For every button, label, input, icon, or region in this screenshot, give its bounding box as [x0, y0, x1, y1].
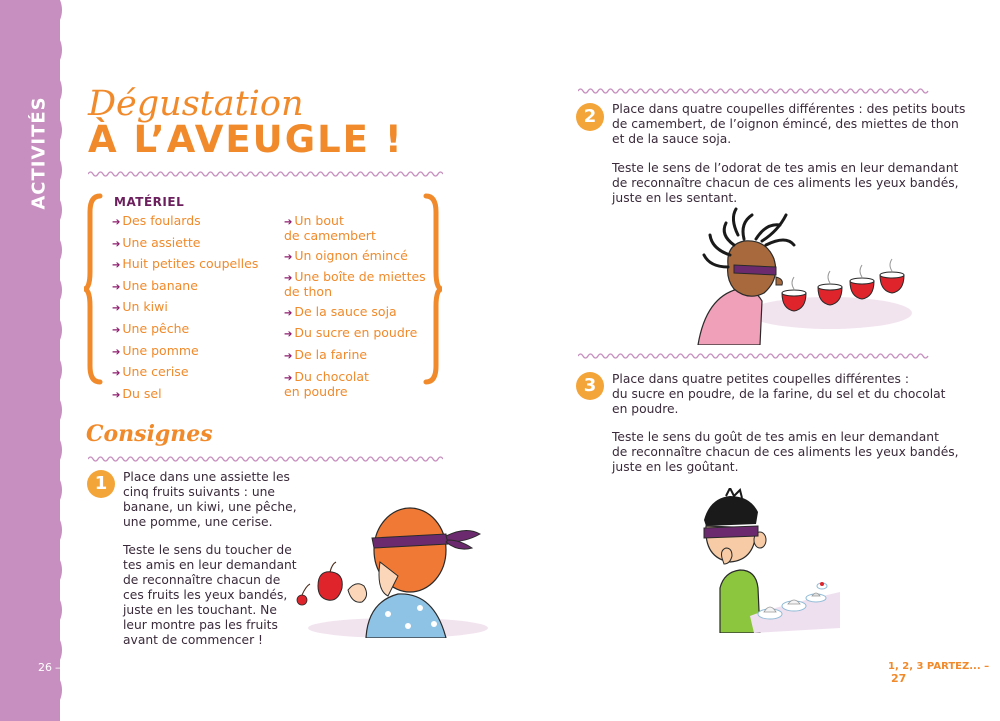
consignes-title: Consignes	[86, 421, 213, 447]
wavy-divider	[578, 87, 930, 95]
wavy-divider	[578, 352, 930, 360]
list-item: ➔ Une banane	[112, 277, 198, 293]
arrow-icon: ➔	[112, 217, 121, 228]
list-item: ➔ Un oignon émincé	[284, 247, 408, 263]
materials-box	[82, 192, 446, 401]
wavy-divider	[88, 455, 443, 463]
step-3-instructions: Place dans quatre petites coupelles différentes : du sucre en poudre, de la farine, du sel et du chocolat en poudre.	[612, 372, 946, 416]
arrow-icon: ➔	[284, 307, 293, 319]
step-1-test: Teste le sens du toucher de tes amis en leur demandant de reconnaître chacun de ces fruits les yeux bandés, juste en les touchant. Ne leur montre pas les fruits avant de commencer !	[123, 543, 297, 647]
materials-heading: MATÉRIEL	[114, 195, 185, 209]
list-item: ➔ De la farine	[284, 346, 368, 362]
step-number-badge: 2	[576, 103, 604, 131]
arrow-icon: ➔	[284, 350, 293, 362]
arrow-icon: ➔	[284, 329, 293, 341]
wavy-divider	[88, 170, 443, 178]
materials-list-1	[112, 214, 258, 408]
arrow-icon: ➔	[284, 217, 293, 228]
book-title: 1, 2, 3 PARTEZ...	[888, 661, 981, 672]
step-number-badge: 1	[87, 470, 115, 498]
list-item: ➔ De la sauce soja	[284, 303, 397, 319]
section-tab	[24, 95, 54, 210]
arrow-icon: ➔	[112, 368, 121, 380]
list-item: ➔ Un bout de camembert	[284, 213, 376, 243]
arrow-icon: ➔	[112, 238, 121, 250]
step-number-badge: 3	[576, 372, 604, 400]
list-item: ➔ Des foulards	[112, 213, 201, 228]
arrow-icon: ➔	[112, 346, 121, 358]
arrow-icon: ➔	[112, 389, 121, 401]
arrow-icon: ➔	[284, 273, 293, 285]
title-line-2: À L’AVEUGLE !	[88, 118, 404, 161]
list-item: ➔ Du chocolat en poudre	[284, 368, 369, 399]
arrow-icon: ➔	[112, 281, 121, 293]
page-footer-right: 1, 2, 3 PARTEZ... – 27	[888, 661, 990, 685]
arrow-icon: ➔	[284, 372, 293, 384]
step-3-test: Teste le sens du goût de tes amis en leur demandant de reconnaître chacun de ces aliments les yeux bandés, juste en les goûtant.	[612, 430, 959, 474]
step-2-instructions: Place dans quatre coupelles différentes : des petits bouts de camembert, de l’oignon émincé, des miettes de thon et de la sauce soja.	[612, 102, 966, 146]
arrow-icon: ➔	[112, 324, 121, 336]
arrow-icon: ➔	[284, 251, 293, 263]
list-item: ➔ Une assiette	[112, 234, 201, 250]
left-brace-icon	[82, 192, 104, 386]
arrow-icon: ➔	[112, 260, 121, 272]
materials-list-2	[284, 214, 426, 404]
boy-tasting-illustration	[690, 488, 840, 633]
section-label: ACTIVITÉS	[28, 95, 50, 210]
step-1-instructions: Place dans une assiette les cinq fruits suivants : une banane, un kiwi, une pêche, une pomme, une cerise.	[123, 470, 297, 529]
step-2-test: Teste le sens de l’odorat de tes amis en leur demandant de reconnaître chacun de ces aliments les yeux bandés, juste en les sentant.	[612, 161, 959, 205]
girl-touching-fruit-illustration	[288, 490, 488, 638]
list-item: ➔ Une boîte de miettes de thon	[284, 269, 426, 300]
list-item: ➔ Du sel	[112, 385, 162, 401]
girl-smelling-bowls-illustration	[690, 205, 915, 345]
list-item: ➔ Une cerise	[112, 364, 189, 380]
list-item: ➔ Une pêche	[112, 320, 190, 336]
list-item: ➔ Un kiwi	[112, 299, 168, 315]
list-item: ➔ Du sucre en poudre	[284, 325, 418, 341]
page-number-left: 26 –	[38, 661, 61, 674]
list-item: ➔ Une pomme	[112, 342, 199, 358]
title-line-1: Dégustation	[88, 84, 304, 124]
list-item: ➔ Huit petites coupelles	[112, 256, 259, 272]
page-number-right: 27	[891, 672, 907, 685]
arrow-icon: ➔	[112, 303, 121, 315]
